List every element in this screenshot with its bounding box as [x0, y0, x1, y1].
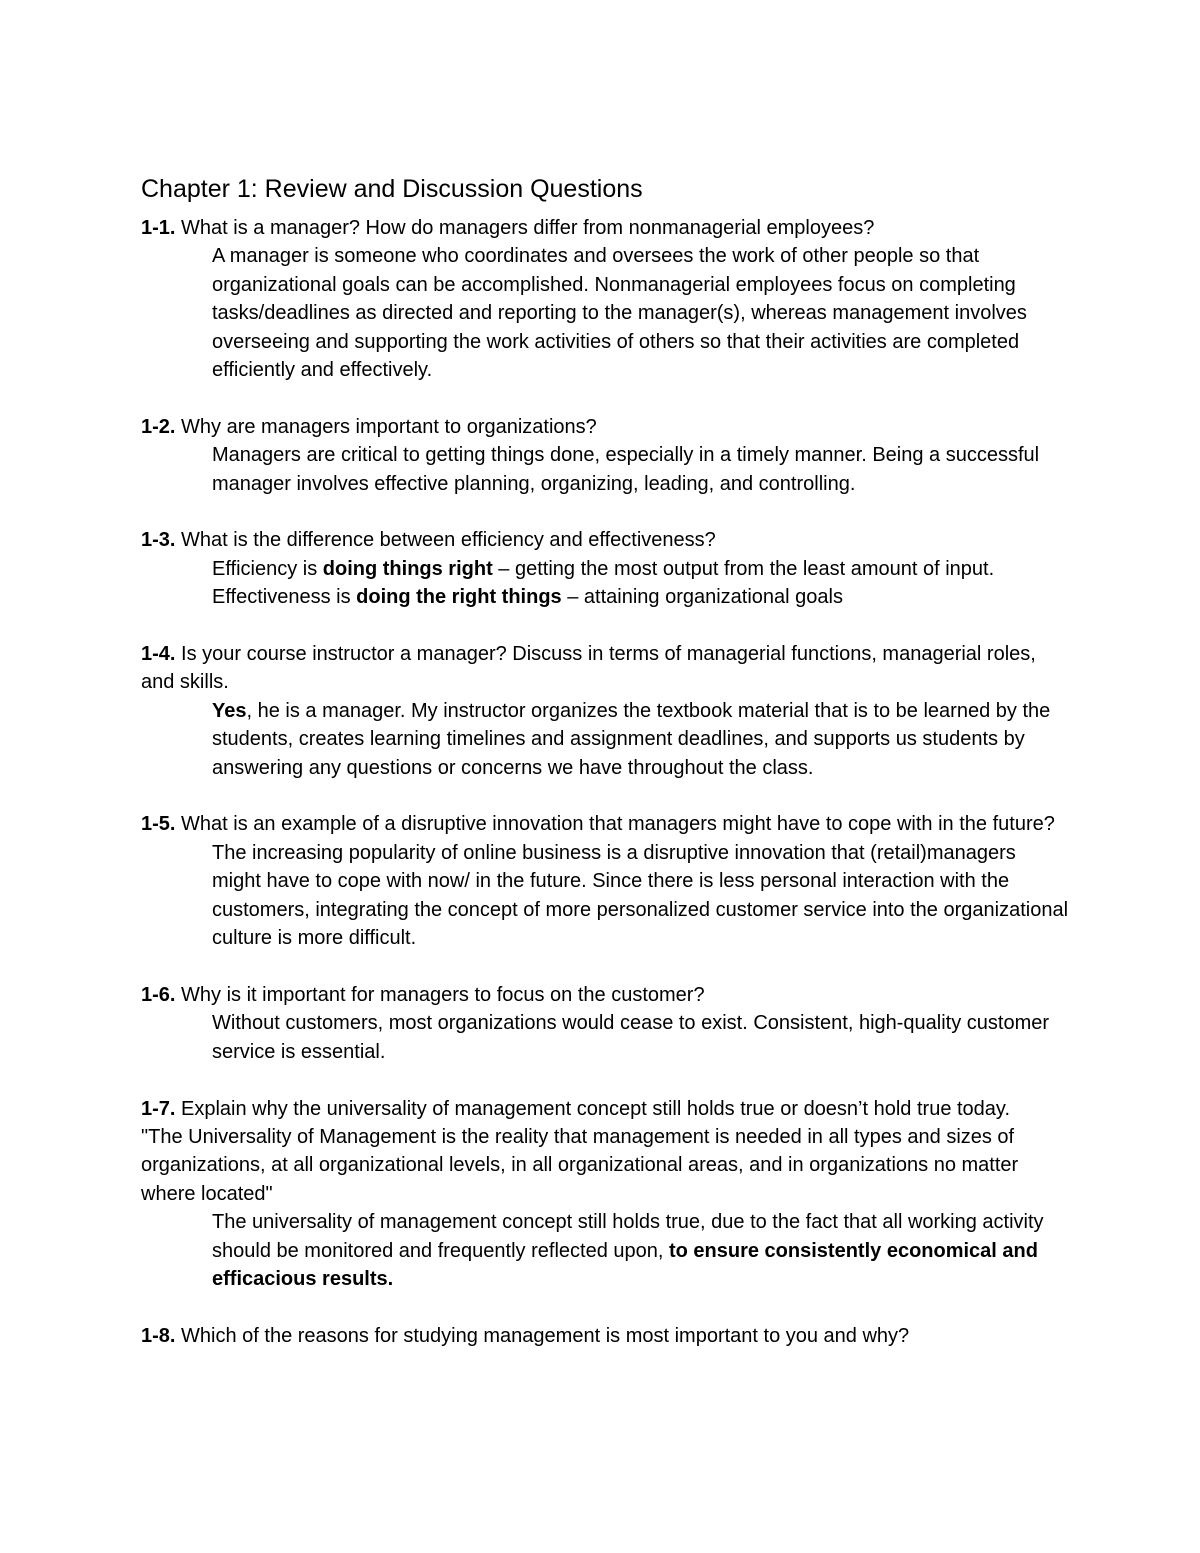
question-text: What is the difference between efficiency and effectiveness?	[175, 529, 716, 552]
answer-emphasis: Yes	[212, 699, 247, 722]
question-8	[141, 1322, 1070, 1350]
question-number: 1-3.	[141, 529, 176, 552]
spacer	[141, 612, 1070, 640]
spacer	[141, 953, 1070, 981]
question-number: 1-1.	[141, 217, 176, 239]
spacer	[141, 1066, 1070, 1094]
question-block-8	[141, 1322, 1070, 1350]
answer-emphasis: to ensure consistently economical and efficacious results.	[212, 1239, 1038, 1290]
question-5	[141, 810, 1070, 838]
question-text: What is a manager? How do managers differ from nonmanagerial employees?	[175, 217, 875, 239]
question-number: 1-7.	[141, 1097, 176, 1120]
spacer	[141, 498, 1070, 526]
answer-3-line-1	[212, 555, 1070, 583]
question-block-6	[141, 981, 1070, 1066]
answer-text: Effectiveness is	[212, 586, 357, 609]
page-title: Chapter 1: Review and Discussion Questions	[141, 175, 643, 203]
question-number: 1-2.	[141, 415, 176, 438]
question-block-7	[141, 1095, 1070, 1294]
answer-emphasis: doing the right things	[356, 586, 562, 609]
question-number: 1-4.	[141, 643, 176, 666]
question-number: 1-5.	[141, 813, 176, 836]
question-text: Is your course instructor a manager? Discuss in terms of managerial functions, managerial roles, and skills.	[141, 643, 1036, 694]
question-text: Why are managers important to organizations?	[175, 415, 597, 438]
question-block-2	[141, 413, 1070, 498]
answer-3-line-2	[212, 583, 1070, 611]
answer-2: Managers are critical to getting things done, especially in a timely manner. Being a successful manager involves effective planning, organizing, leading, and controlling.	[212, 444, 1040, 495]
answer-4	[212, 697, 1070, 782]
answer-6: Without customers, most organizations would cease to exist. Consistent, high-quality customer service is essential.	[212, 1012, 1050, 1063]
answer-5: The increasing popularity of online business is a disruptive innovation that (retail)managers might have to cope with now/ in the future. Since there is less personal interaction with the customers, integrating the concept of more personalized customer service into the organizational culture is more difficult.	[212, 841, 1069, 950]
answer-7	[212, 1208, 1070, 1293]
answer-text: Efficiency is	[212, 557, 323, 580]
answer-text: – getting the most output from the least amount of input.	[492, 557, 995, 580]
question-text: Explain why the universality of management concept still holds true or doesn’t hold true today.	[175, 1097, 1010, 1120]
question-7	[141, 1095, 1070, 1123]
answer-emphasis: doing things right	[322, 557, 493, 580]
spacer	[141, 1293, 1070, 1321]
question-text: Which of the reasons for studying management is most important to you and why?	[175, 1324, 910, 1347]
question-1	[141, 214, 1070, 242]
answer-text: The universality of management concept still holds true, due to the fact that all working activity should be monitored and frequently reflected upon,	[212, 1211, 1044, 1262]
question-text: Why is it important for managers to focus on the customer?	[175, 983, 705, 1006]
question-block-1	[141, 214, 1070, 384]
spacer	[141, 384, 1070, 412]
question-text: What is an example of a disruptive innovation that managers might have to cope with in the future?	[175, 813, 1055, 836]
spacer	[141, 782, 1070, 810]
question-block-5	[141, 810, 1070, 952]
question-number: 1-6.	[141, 983, 176, 1006]
question-number: 1-8.	[141, 1324, 176, 1347]
question-2	[141, 413, 1070, 441]
question-block-4	[141, 640, 1070, 782]
question-4	[141, 640, 1070, 697]
answer-text: , he is a manager. My instructor organizes the textbook material that is to be learned by the students, creates learning timelines and assignment deadlines, and supports us students by answering any questions or concerns we have throughout the class.	[212, 699, 1051, 779]
question-block-3	[141, 526, 1070, 611]
answer-text: – attaining organizational goals	[561, 586, 843, 609]
question-6	[141, 981, 1070, 1009]
answer-1: A manager is someone who coordinates and oversees the work of other people so that organizational goals can be accomplished. Nonmanagerial employees focus on completing tasks/deadlines as directed and reporting to the manager(s), whereas management involves overseeing and supporting the work activities of others so that their activities are completed efficiently and effectively.	[212, 245, 1027, 382]
question-3	[141, 526, 1070, 554]
definition-quote: "The Universality of Management is the reality that management is needed in all types and sizes of organizations, at all organizational levels, in all organizational areas, and in organizations no matter where located"	[141, 1125, 1019, 1205]
